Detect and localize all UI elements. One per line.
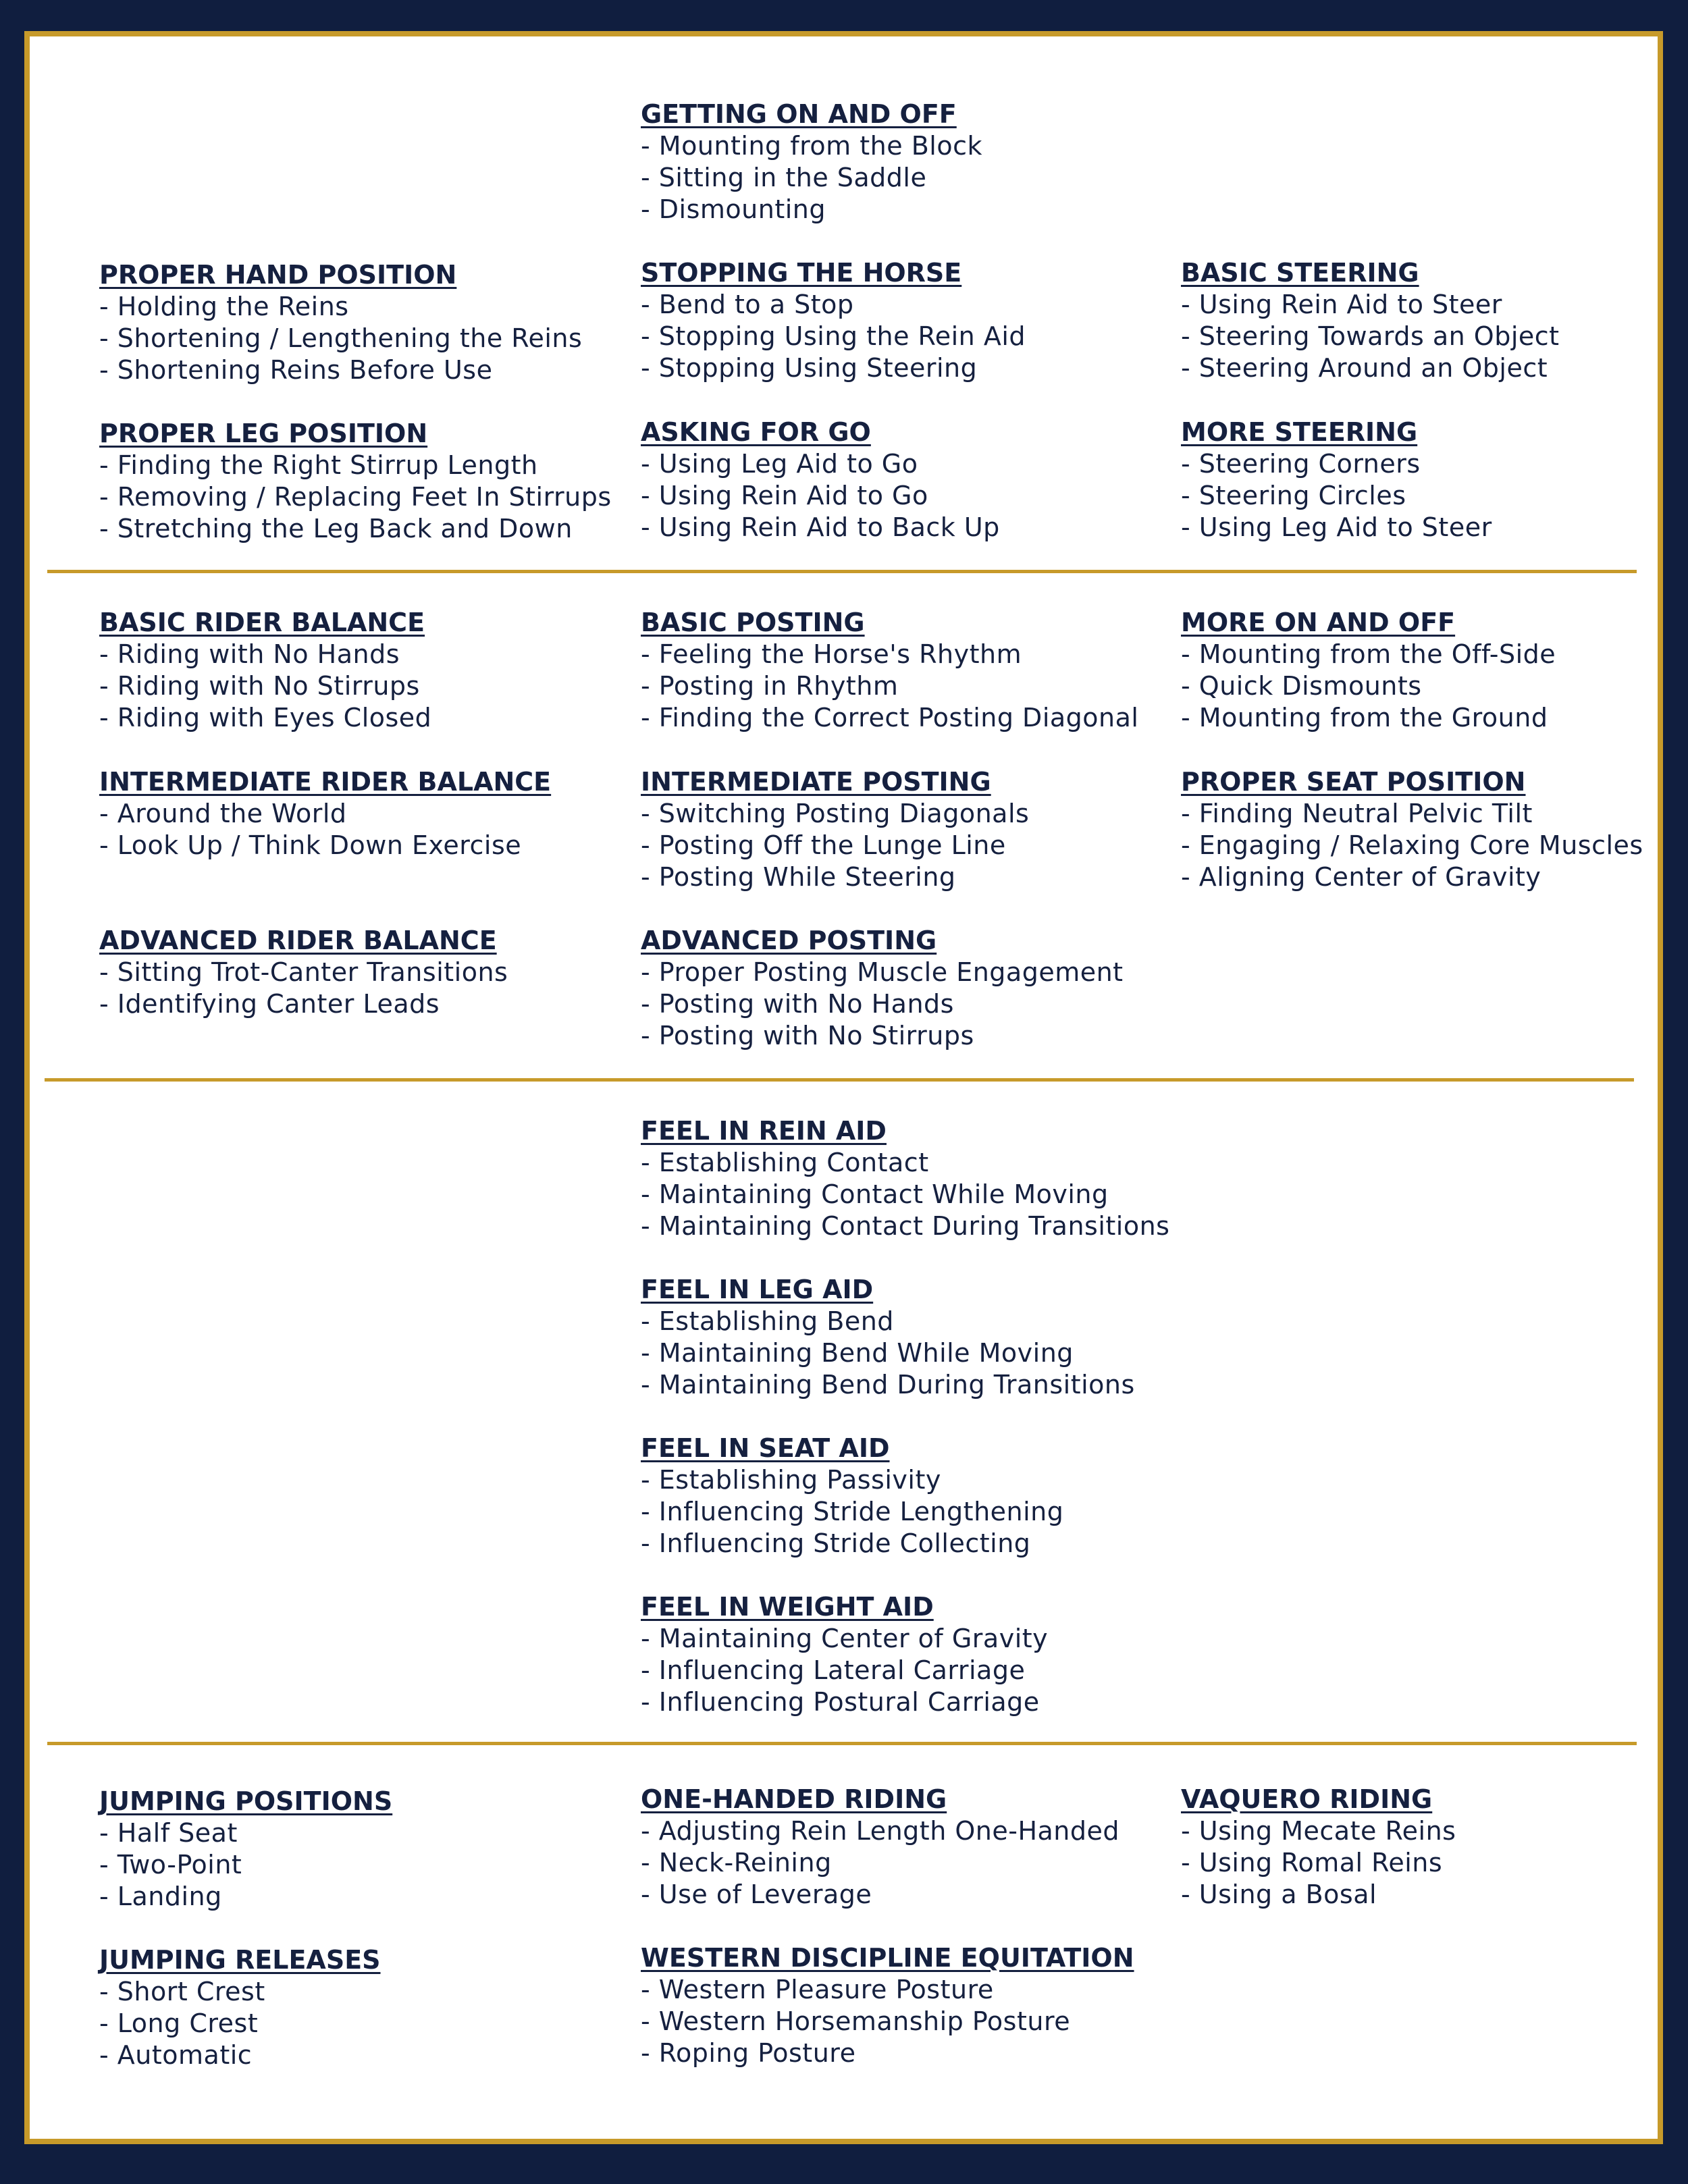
skill-heading: ADVANCED RIDER BALANCE <box>99 926 497 955</box>
skill-item: - Maintaining Contact During Transitions <box>641 1211 1170 1241</box>
skill-heading: INTERMEDIATE RIDER BALANCE <box>99 767 552 797</box>
skill-list <box>1181 448 1492 543</box>
skill-item: - Quick Dismounts <box>1181 671 1422 701</box>
skill-block-proper-seat-position <box>1181 766 1643 893</box>
skill-block-basic-rider-balance <box>99 607 431 734</box>
skill-item: - Mounting from the Block <box>641 131 982 161</box>
skill-block-basic-posting <box>641 607 1138 734</box>
skill-block-jumping-releases <box>99 1944 381 2071</box>
skill-block-vaquero-riding <box>1181 1784 1456 1911</box>
skill-list <box>641 798 1029 893</box>
skill-item: - Using Rein Aid to Go <box>641 481 928 510</box>
skill-list <box>641 1147 1169 1242</box>
skill-block-more-steering <box>1181 417 1492 543</box>
skill-list <box>99 450 612 545</box>
skill-item: - Establishing Passivity <box>641 1465 941 1495</box>
skill-item: - Shortening / Lengthening the Reins <box>99 323 583 353</box>
skill-list <box>99 1976 381 2071</box>
skill-list <box>99 1817 392 1913</box>
skill-item: - Aligning Center of Gravity <box>1181 862 1541 892</box>
skill-block-one-handed-riding <box>641 1784 1119 1911</box>
skill-list <box>641 1623 1048 1718</box>
skill-heading: WESTERN DISCIPLINE EQUITATION <box>641 1943 1134 1973</box>
skill-item: - Maintaining Contact While Moving <box>641 1179 1109 1209</box>
section-divider <box>45 1078 1634 1082</box>
skill-list <box>641 448 1000 543</box>
skill-list <box>1181 639 1556 734</box>
skill-item: - Using Leg Aid to Go <box>641 449 918 479</box>
skill-list <box>641 639 1138 734</box>
skill-item: - Sitting in the Saddle <box>641 163 927 192</box>
skill-item: - Establishing Bend <box>641 1306 894 1336</box>
skill-block-proper-hand-position <box>99 259 582 386</box>
skill-item: - Half Seat <box>99 1818 238 1848</box>
skill-item: - Short Crest <box>99 1977 265 2006</box>
skill-item: - Maintaining Center of Gravity <box>641 1624 1049 1653</box>
skill-list <box>1181 289 1560 384</box>
skill-item: - Riding with No Hands <box>99 639 400 669</box>
skill-item: - Proper Posting Muscle Engagement <box>641 957 1124 987</box>
skill-item: - Using a Bosal <box>1181 1880 1377 1909</box>
section-divider <box>47 570 1637 573</box>
skill-item: - Maintaining Bend While Moving <box>641 1338 1074 1368</box>
skill-item: - Bend to a Stop <box>641 290 854 319</box>
skill-block-western-discipline-equitation <box>641 1942 1134 2069</box>
skill-item: - Finding the Correct Posting Diagonal <box>641 703 1139 733</box>
skill-item: - Posting While Steering <box>641 862 956 892</box>
skill-item: - Influencing Postural Carriage <box>641 1687 1040 1717</box>
skill-block-asking-for-go <box>641 417 1000 543</box>
skill-list <box>641 130 982 225</box>
skill-heading: MORE STEERING <box>1181 417 1418 447</box>
skill-block-basic-steering <box>1181 257 1560 384</box>
skill-item: - Feeling the Horse's Rhythm <box>641 639 1022 669</box>
skill-item: - Finding the Right Stirrup Length <box>99 450 538 480</box>
skill-block-feel-in-leg-aid <box>641 1274 1135 1401</box>
skill-item: - Shortening Reins Before Use <box>99 355 493 385</box>
skill-item: - Steering Towards an Object <box>1181 321 1560 351</box>
skill-list <box>641 1974 1134 2069</box>
skill-heading: FEEL IN LEG AID <box>641 1275 874 1304</box>
skill-item: - Using Leg Aid to Steer <box>1181 512 1492 542</box>
skill-item: - Finding Neutral Pelvic Tilt <box>1181 799 1533 828</box>
skill-item: - Riding with Eyes Closed <box>99 703 432 733</box>
skill-heading: MORE ON AND OFF <box>1181 608 1456 637</box>
skill-heading: PROPER HAND POSITION <box>99 260 457 290</box>
skill-heading: STOPPING THE HORSE <box>641 258 962 288</box>
section-divider <box>47 1742 1637 1745</box>
skill-list <box>99 957 508 1020</box>
skill-heading: VAQUERO RIDING <box>1181 1784 1433 1814</box>
skill-item: - Posting with No Hands <box>641 989 954 1019</box>
skill-list <box>641 1306 1135 1401</box>
skill-item: - Engaging / Relaxing Core Muscles <box>1181 830 1643 860</box>
skill-item: - Sitting Trot-Canter Transitions <box>99 957 508 987</box>
skill-heading: PROPER SEAT POSITION <box>1181 767 1526 797</box>
skill-block-stopping-the-horse <box>641 257 1026 384</box>
skill-heading: JUMPING RELEASES <box>99 1945 381 1975</box>
skill-item: - Neck-Reining <box>641 1848 832 1877</box>
skill-item: - Posting in Rhythm <box>641 671 899 701</box>
skill-block-jumping-positions <box>99 1786 392 1913</box>
skill-block-intermediate-rider-balance <box>99 766 551 861</box>
skill-item: - Influencing Stride Collecting <box>641 1528 1031 1558</box>
skill-item: - Two-Point <box>99 1850 242 1880</box>
skill-item: - Steering Circles <box>1181 481 1406 510</box>
skill-item: - Adjusting Rein Length One-Handed <box>641 1816 1120 1846</box>
skill-list <box>641 1464 1063 1560</box>
skill-item: - Stopping Using the Rein Aid <box>641 321 1026 351</box>
skill-list <box>99 291 582 386</box>
skill-heading: PROPER LEG POSITION <box>99 419 428 448</box>
skill-block-advanced-posting <box>641 925 1124 1052</box>
skill-heading: BASIC RIDER BALANCE <box>99 608 425 637</box>
skill-item: - Influencing Stride Lengthening <box>641 1497 1064 1526</box>
skill-item: - Holding the Reins <box>99 292 349 321</box>
skill-item: - Steering Corners <box>1181 449 1421 479</box>
skill-list <box>641 289 1026 384</box>
skill-heading: ASKING FOR GO <box>641 417 871 447</box>
skill-block-proper-leg-position <box>99 418 612 545</box>
skill-item: - Mounting from the Ground <box>1181 703 1548 733</box>
skill-block-feel-in-rein-aid <box>641 1115 1169 1242</box>
skill-list <box>1181 798 1643 893</box>
skill-item: - Removing / Replacing Feet In Stirrups <box>99 482 612 512</box>
skill-heading: GETTING ON AND OFF <box>641 99 957 129</box>
skill-heading: ONE-HANDED RIDING <box>641 1784 947 1814</box>
skill-item: - Mounting from the Off-Side <box>1181 639 1556 669</box>
skill-item: - Identifying Canter Leads <box>99 989 440 1019</box>
skill-item: - Steering Around an Object <box>1181 353 1548 383</box>
skill-heading: BASIC STEERING <box>1181 258 1419 288</box>
skill-item: - Influencing Lateral Carriage <box>641 1655 1026 1685</box>
skill-block-intermediate-posting <box>641 766 1029 893</box>
skill-block-getting-on-and-off <box>641 99 982 225</box>
skill-list <box>99 798 551 861</box>
skill-item: - Automatic <box>99 2040 253 2070</box>
skill-item: - Posting with No Stirrups <box>641 1021 974 1050</box>
skill-list <box>641 1815 1119 1911</box>
skill-item: - Using Rein Aid to Back Up <box>641 512 1000 542</box>
skill-heading: FEEL IN REIN AID <box>641 1116 887 1146</box>
skill-item: - Look Up / Think Down Exercise <box>99 830 522 860</box>
skill-list <box>1181 1815 1456 1911</box>
skill-item: - Maintaining Bend During Transitions <box>641 1370 1135 1400</box>
skill-heading: INTERMEDIATE POSTING <box>641 767 991 797</box>
skill-block-feel-in-seat-aid <box>641 1433 1063 1560</box>
skill-block-advanced-rider-balance <box>99 925 508 1020</box>
skill-item: - Stretching the Leg Back and Down <box>99 514 573 543</box>
skill-item: - Long Crest <box>99 2008 259 2038</box>
skill-list <box>641 957 1124 1052</box>
skill-item: - Using Rein Aid to Steer <box>1181 290 1502 319</box>
skill-item: - Around the World <box>99 799 347 828</box>
skill-item: - Landing <box>99 1882 222 1911</box>
skill-heading: FEEL IN WEIGHT AID <box>641 1592 934 1622</box>
skill-heading: JUMPING POSITIONS <box>99 1786 393 1816</box>
skill-item: - Riding with No Stirrups <box>99 671 420 701</box>
skill-heading: ADVANCED POSTING <box>641 926 937 955</box>
skill-item: - Use of Leverage <box>641 1880 872 1909</box>
skill-block-more-on-and-off <box>1181 607 1556 734</box>
skill-item: - Roping Posture <box>641 2038 856 2068</box>
skill-list <box>99 639 431 734</box>
skill-item: - Western Horsemanship Posture <box>641 2006 1071 2036</box>
skill-item: - Switching Posting Diagonals <box>641 799 1030 828</box>
skill-block-feel-in-weight-aid <box>641 1591 1048 1718</box>
skill-item: - Western Pleasure Posture <box>641 1975 994 2004</box>
skill-item: - Stopping Using Steering <box>641 353 978 383</box>
skill-heading: BASIC POSTING <box>641 608 865 637</box>
skill-item: - Dismounting <box>641 194 826 224</box>
skill-heading: FEEL IN SEAT AID <box>641 1433 890 1463</box>
skill-item: - Using Mecate Reins <box>1181 1816 1456 1846</box>
skill-item: - Posting Off the Lunge Line <box>641 830 1006 860</box>
skill-item: - Using Romal Reins <box>1181 1848 1443 1877</box>
skill-item: - Establishing Contact <box>641 1148 929 1177</box>
